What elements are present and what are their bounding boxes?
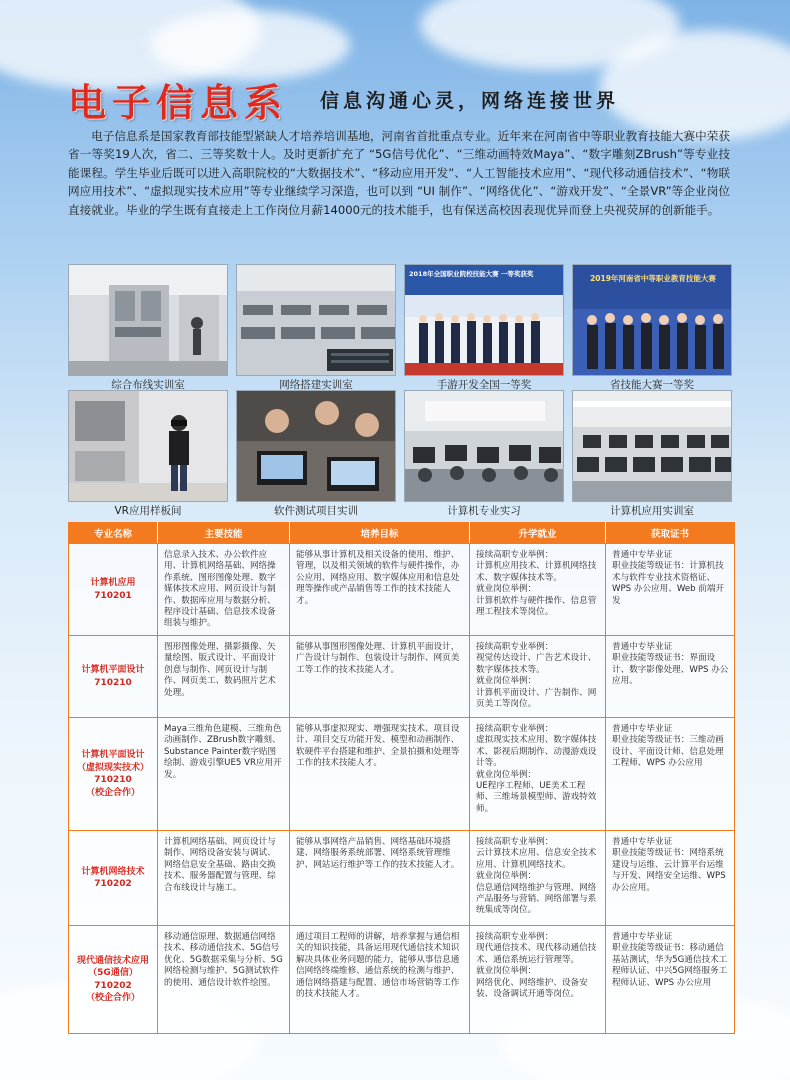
cert-cell: 普通中专毕业证 职业技能等级证书：计算机技术与软件专业技术资格证、WPS 办公应用、Web 前端开发 — [606, 544, 735, 636]
header-goal: 培养目标 — [290, 523, 470, 544]
caption-mobile-game-award: 手游开发全国一等奖 — [436, 379, 532, 391]
caption-cabling-lab: 综合布线实训室 — [111, 379, 185, 391]
major-cell — [69, 544, 158, 636]
photo-provincial-award — [572, 264, 732, 376]
cert-cell: 普通中专毕业证 职业技能等级证书：界面设计、数字影像处理、WPS 办公应用。 — [606, 636, 735, 718]
table-row — [69, 926, 735, 1034]
major-cell — [69, 831, 158, 926]
cert-cell: 普通中专毕业证 职业技能等级证书：网络系统建设与运维、云计算平台运维与开发、网络安全运维、WPS办公应用。 — [606, 831, 735, 926]
major-name: 现代通信技术应用 — [76, 955, 149, 966]
goal-cell: 能够从事计算机及相关设备的使用、维护、管理，以及相关领域的软件与硬件操作，办公应用、网络应用、数字媒体应用和信息处理等操作或产品销售等工作的技术技能人才。 — [290, 544, 470, 636]
photo-mobile-game-award — [404, 264, 564, 376]
career-cell: 接续高职专业举例： 计算机应用技术、计算机网络技术、数字媒体技术等。 就业岗位举例： 计算机软件与硬件操作、信息管理工程技术等岗位。 — [470, 544, 606, 636]
table-row — [69, 718, 735, 831]
majors-table — [68, 522, 734, 1034]
skills-cell: 移动通信原理、数据通信网络技术、移动通信技术、5G信号优化、5G数据采集与分析、5G网络检测与维护、5G测试软件的使用、通信设计软件绘图。 — [158, 926, 290, 1034]
photo-banner-text: 2018年全国职业院校技能大赛 一等奖获奖 — [409, 270, 534, 278]
cert-cell: 普通中专毕业证 职业技能等级证书：三维动画设计、平面设计师、信息处理工程师、WPS 办公应用 — [606, 718, 735, 831]
cert-cell: 普通中专毕业证 职业技能等级证书：移动通信基站测试，华为5G通信技术工程师认证、中兴5G网络服务工程师认证、WPS 办公应用 — [606, 926, 735, 1034]
caption-computer-lab: 计算机应用实训室 — [610, 505, 694, 517]
header-skills: 主要技能 — [158, 523, 290, 544]
table-row — [69, 831, 735, 926]
major-cell — [69, 926, 158, 1034]
goal-cell: 能够从事虚拟现实、增强现实技术、项目设计、项目交互功能开发、模型和动画制作、软硬件平台搭建和维护、全景拍摄和处理等工作的技术技能人才。 — [290, 718, 470, 831]
career-cell: 接续高职专业举例： 虚拟现实技术应用、数字媒体技术、影视后期制作、动漫游戏设计等。 就业岗位举例： UE程序工程师、UE美术工程师、三维场景模型师、游戏特效师。 — [470, 718, 606, 831]
career-cell: 接续高职专业举例： 现代通信技术、现代移动通信技术、通信系统运行管理等。 就业岗位举例： 网络优化、网络维护、设备安装、设备调试开通等岗位。 — [470, 926, 606, 1034]
photo-banner-text: 2019年河南省中等职业教育技能大赛 — [590, 274, 716, 283]
caption-vr-room: VR应用样板间 — [114, 505, 182, 517]
intro-paragraph: 电子信息系是国家教育部技能型紧缺人才培养培训基地，河南省首批重点专业。近年来在河南省中等职业教育技能大赛中荣获省一等奖19人次，省二、三等奖数十人。及时更新扩充了 “5G信号优化”、“三维动画特效Maya”、“数字雕刻ZBrush”等专业技能课程。学生毕业后既可以进入高职院校的“大数据技术”、“移动应用开发”、“人工智能技术应用”、“现代移动通信技术”、“物联网应用技术”、“虚拟现实技术应用”等专业继续学习深造，也可以到 “UI 制作”、“网络优化”、“游戏开发”、“全景VR”等企业岗位直接就业。毕业的学生既有直接走上工作岗位月薪14000元的技术能手，也有保送高校因表现优异而登上央视荧屏的创新能手。 — [68, 129, 730, 217]
major-code: 710202 — [94, 980, 132, 991]
major-code: 710210 — [94, 775, 132, 785]
goal-cell: 通过项目工程师的讲解，培养掌握与通信相关的知识技能，具备运用现代通信技术知识解决具体业务问题的能力，能够从事信息通信网络终端维修、通信系统的检测与维护、通信网络搭建与配置、通信市场营销等工作的技术技能人才。 — [290, 926, 470, 1034]
slogan: 信息沟通心灵，网络连接世界 — [320, 90, 620, 112]
caption-provincial-award: 省技能大赛一等奖 — [610, 379, 694, 391]
header-cert: 获取证书 — [606, 523, 735, 544]
photo-cabling-lab — [68, 264, 228, 376]
major-subtitle: （5G通信） — [88, 968, 138, 978]
career-cell: 接续高职专业举例： 云计算技术应用、信息安全技术应用、计算机网络技术。 就业岗位举例： 信息通信网络维护与管理、网络产品服务与营销、网络部署与系统集成等岗位。 — [470, 831, 606, 926]
major-note: （校企合作） — [85, 787, 140, 798]
photo-network-lab — [236, 264, 396, 376]
table-row — [69, 544, 735, 636]
skills-cell: 计算机网络基础、网页设计与制作、网络设备安装与调试、网络信息安全基础、路由交换技术、服务器配置与管理、综合布线设计与施工。 — [158, 831, 290, 926]
table-header-row — [69, 523, 735, 544]
photo-computer-internship — [404, 390, 564, 502]
major-code: 710210 — [94, 677, 132, 688]
department-title: 电子信息系 — [68, 80, 289, 125]
major-name: 计算机平面设计 — [81, 665, 145, 675]
career-cell: 接续高职专业举例： 视觉传达设计、广告艺术设计、数字媒体技术等。 就业岗位举例： 计算机平面设计、广告制作、网页美工等岗位。 — [470, 636, 606, 718]
major-cell — [69, 718, 158, 831]
photo-computer-lab — [572, 390, 732, 502]
major-name: 计算机网络技术 — [81, 866, 145, 877]
goal-cell: 能够从事网络产品销售、网络基础环境搭建、网络服务系统部署、网络系统管理维护、网站运行维护等工作的技术技能人才。 — [290, 831, 470, 926]
major-subtitle: （虚拟现实技术） — [76, 762, 149, 773]
major-name: 计算机应用 — [90, 578, 136, 588]
header-career: 升学就业 — [470, 523, 606, 544]
skills-cell: 图形图像处理、摄影摄像、矢量绘图、版式设计、平面设计创意与制作、网页设计与制作、网页美工、数码照片艺术处理。 — [158, 636, 290, 718]
caption-software-testing: 软件测试项目实训 — [274, 505, 358, 517]
major-code: 710201 — [94, 590, 132, 601]
major-note: （校企合作） — [85, 993, 140, 1003]
header-major: 专业名称 — [69, 523, 158, 544]
header — [68, 72, 728, 125]
major-cell — [69, 636, 158, 718]
photo-vr-room — [68, 390, 228, 502]
major-code: 710202 — [94, 879, 132, 889]
caption-network-lab: 网络搭建实训室 — [279, 379, 353, 391]
table-row — [69, 636, 735, 718]
major-name: 计算机平面设计 — [81, 750, 145, 760]
photo-software-testing — [236, 390, 396, 502]
goal-cell: 能够从事图形图像处理、计算机平面设计，广告设计与制作、包装设计与制作、网页美工等工作的技术技能人才。 — [290, 636, 470, 718]
caption-computer-internship: 计算机专业实习 — [447, 505, 521, 517]
skills-cell: 信息录入技术、办公软件应用、计算机网络基础、网络操作系统、图形图像处理、数字媒体技术应用、网页设计与制作、数据库应用与数据分析、程序设计基础、信息技术设备组装与维护。 — [158, 544, 290, 636]
skills-cell: Maya三维角色建模、三维角色动画制作、ZBrush数字雕刻、Substance Painter数字贴图绘制、游戏引擎UE5 VR应用开发。 — [158, 718, 290, 831]
